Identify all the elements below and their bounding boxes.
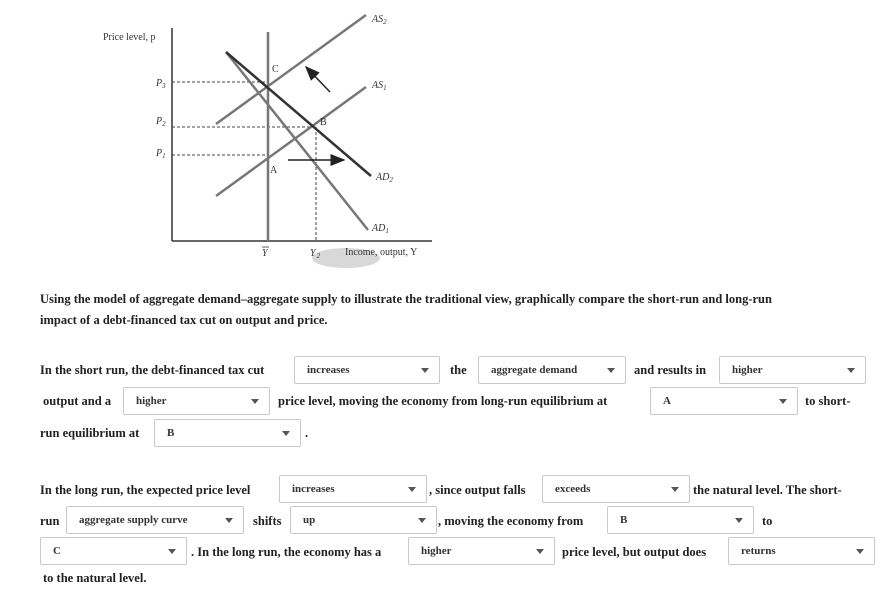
ad1-label: $AD_1$ (372, 223, 389, 235)
lr-dropdown-5[interactable]: B (607, 506, 754, 534)
lr-dropdown-6[interactable]: C (40, 537, 187, 565)
as-shift-arrow (306, 67, 330, 92)
chevron-down-icon (779, 399, 787, 404)
sr-text-3: and results in (634, 363, 707, 377)
chevron-down-icon (856, 549, 864, 554)
ad2-curve (226, 52, 371, 176)
point-c-label: C (272, 64, 279, 75)
sr-text-4: output and a (43, 394, 112, 408)
chevron-down-icon (418, 518, 426, 523)
chevron-down-icon (225, 518, 233, 523)
question-line-1: Using the model of aggregate demand–aggregate supply to illustrate the traditional view, graphically compare the short-run and long-run (40, 292, 772, 306)
sr-text-1: In the short run, the debt-financed tax cut (40, 363, 265, 377)
chevron-down-icon (735, 518, 743, 523)
p2-label: $P_2$ (156, 116, 166, 128)
sr-text-6: to short- (805, 394, 851, 408)
lr-dropdown-3[interactable]: aggregate supply curve (66, 506, 244, 534)
lr-text-2: , since output falls (429, 483, 526, 497)
sr-dropdown-6[interactable]: B (154, 419, 301, 447)
lr-text-9: price level, but output does (562, 545, 707, 559)
sr-dropdown-4[interactable]: higher (123, 387, 270, 415)
x-axis-label: Income, output, Y (345, 247, 418, 258)
sr-dropdown-2[interactable]: aggregate demand (478, 356, 626, 384)
chevron-down-icon (536, 549, 544, 554)
sr-dropdown-5[interactable]: A (650, 387, 798, 415)
p3-label: $P_3$ (156, 78, 166, 90)
chevron-down-icon (671, 487, 679, 492)
chevron-down-icon (282, 431, 290, 436)
ad1-curve (226, 52, 368, 230)
chevron-down-icon (251, 399, 259, 404)
lr-text-1: In the long run, the expected price level (40, 483, 251, 497)
sr-text-5: price level, moving the economy from long-run equilibrium at (278, 394, 608, 408)
as1-curve (216, 87, 366, 196)
p1-label: $P_1$ (156, 148, 166, 160)
lr-dropdown-8[interactable]: returns (728, 537, 875, 565)
point-b-label: B (320, 117, 327, 128)
sr-dropdown-1[interactable]: increases (294, 356, 440, 384)
lr-dropdown-7[interactable]: higher (408, 537, 555, 565)
chevron-down-icon (408, 487, 416, 492)
ad-as-diagram (0, 0, 889, 290)
lr-text-4: run (40, 514, 60, 528)
as1-label: $AS_1$ (372, 80, 387, 92)
point-a-label: A (270, 165, 278, 176)
as2-label: $AS_2$ (372, 14, 387, 26)
chevron-down-icon (607, 368, 615, 373)
lr-dropdown-1[interactable]: increases (279, 475, 427, 503)
y2-label: $Y_2$ (310, 248, 321, 260)
chevron-down-icon (168, 549, 176, 554)
sr-dropdown-3[interactable]: higher (719, 356, 866, 384)
lr-dropdown-4[interactable]: up (290, 506, 437, 534)
sr-text-7: run equilibrium at (40, 426, 140, 440)
lr-text-5: shifts (253, 514, 282, 528)
lr-text-10: to the natural level. (43, 571, 147, 585)
lr-dropdown-2[interactable]: exceeds (542, 475, 690, 503)
sr-text-8: . (305, 426, 309, 440)
question-line-2: impact of a debt-financed tax cut on output and price. (40, 313, 328, 327)
lr-text-7: to (762, 514, 773, 528)
sr-text-2: the (450, 363, 467, 377)
chevron-down-icon (847, 368, 855, 373)
lr-text-8: . In the long run, the economy has a (191, 545, 382, 559)
ad2-label: $AD_2$ (376, 172, 393, 184)
lr-text-6: , moving the economy from (438, 514, 584, 528)
ybar-label: Y (262, 248, 268, 259)
lr-text-3: the natural level. The short- (693, 483, 842, 497)
chevron-down-icon (421, 368, 429, 373)
y-axis-label: Price level, p (103, 32, 156, 43)
